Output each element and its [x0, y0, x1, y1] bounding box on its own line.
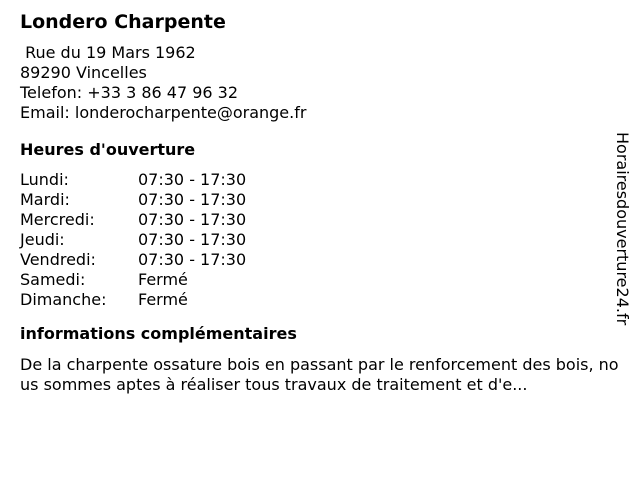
time-value: Fermé	[138, 270, 188, 289]
time-value: 07:30 - 17:30	[138, 170, 247, 189]
contact-block	[20, 43, 626, 123]
business-name: Londero Charpente	[20, 11, 226, 33]
day-label: Jeudi:	[20, 230, 65, 249]
day-label: Mardi:	[20, 190, 70, 209]
hours-row-thursday	[20, 230, 626, 250]
address-city: 89290 Vincelles	[20, 63, 147, 82]
day-label: Mercredi:	[20, 210, 95, 229]
time-value: 07:30 - 17:30	[138, 190, 247, 209]
time-value: 07:30 - 17:30	[138, 250, 247, 269]
hours-row-saturday	[20, 270, 626, 290]
hours-heading: Heures d'ouverture	[20, 140, 196, 159]
hours-row-friday	[20, 250, 626, 270]
address-street: Rue du 19 Mars 1962	[20, 43, 196, 62]
hours-row-wednesday	[20, 210, 626, 230]
hours-row-tuesday	[20, 190, 626, 210]
opening-hours-list	[20, 170, 626, 310]
hours-row-sunday	[20, 290, 626, 310]
day-label: Vendredi:	[20, 250, 96, 269]
email-address: Email: londerocharpente@orange.fr	[20, 103, 307, 122]
time-value: 07:30 - 17:30	[138, 230, 247, 249]
phone-number: Telefon: +33 3 86 47 96 32	[20, 83, 239, 102]
day-label: Lundi:	[20, 170, 69, 189]
hours-row-monday	[20, 170, 626, 190]
time-value: Fermé	[138, 290, 188, 309]
business-card	[20, 10, 626, 395]
site-watermark: Horairesdouverture24.fr	[613, 132, 632, 326]
day-label: Dimanche:	[20, 290, 107, 309]
day-label: Samedi:	[20, 270, 86, 289]
info-description: De la charpente ossature bois en passant par le renforcement des bois, nous sommes aptes à réaliser tous travaux de traitement et d'e...	[20, 355, 619, 394]
info-heading: informations complémentaires	[20, 324, 297, 343]
time-value: 07:30 - 17:30	[138, 210, 247, 229]
